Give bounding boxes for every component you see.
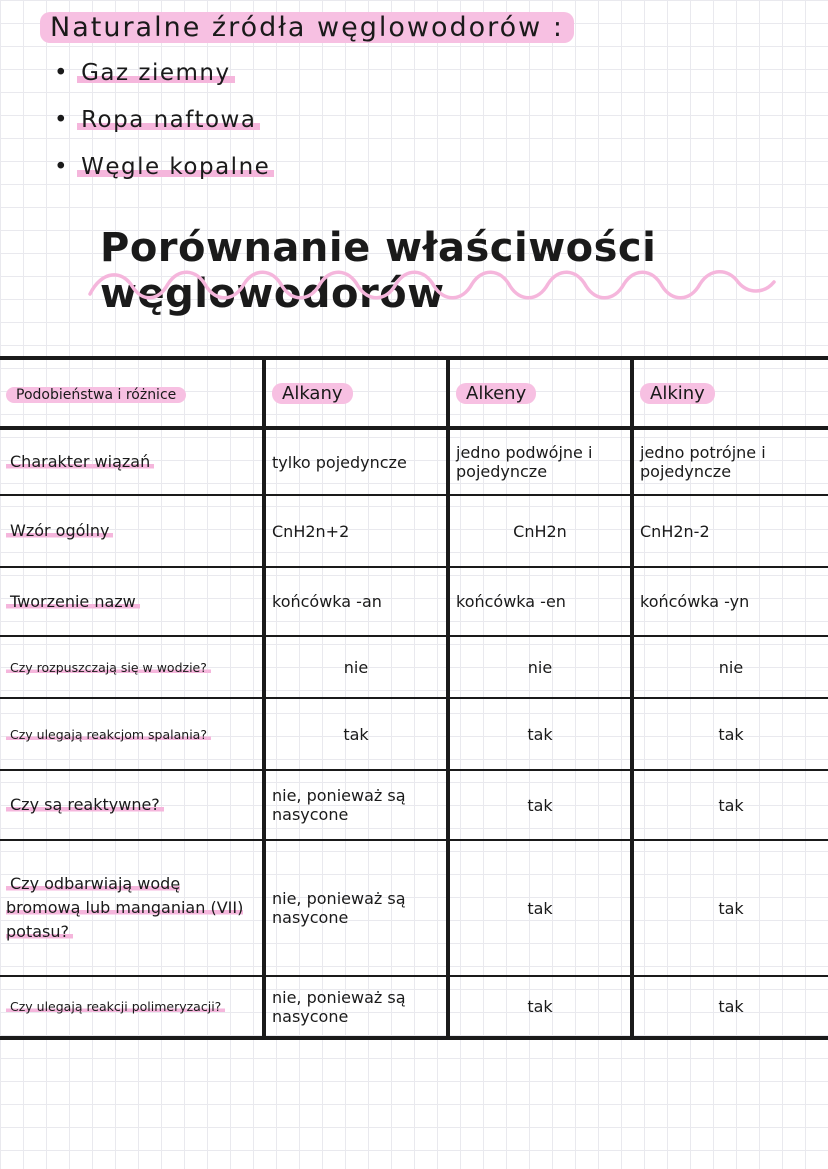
table-cell: końcówka -yn (632, 567, 828, 636)
table-cell: tak (448, 840, 632, 976)
comparison-table (0, 356, 828, 1040)
table-row (0, 636, 828, 698)
row-label: Czy ulegają reakcjom spalania? (0, 698, 264, 770)
table-cell: CnH2n (448, 495, 632, 567)
table-cell: CnH2n+2 (264, 495, 448, 567)
header-cell: Alkiny (632, 358, 828, 428)
table-cell: nie (264, 636, 448, 698)
table-cell: CnH2n-2 (632, 495, 828, 567)
row-label: Charakter wiązań (0, 428, 264, 495)
header-cell: Alkany (264, 358, 448, 428)
header-cell: Podobieństwa i różnice (0, 358, 264, 428)
table-cell: tylko pojedyncze (264, 428, 448, 495)
table-row (0, 698, 828, 770)
source-label: Ropa naftowa (77, 107, 260, 133)
table-row (0, 976, 828, 1038)
source-item (54, 107, 260, 133)
intro-title-text: Naturalne źródła węglowodorów : (40, 12, 574, 43)
table-row (0, 567, 828, 636)
table-cell: końcówka -an (264, 567, 448, 636)
table-row (0, 770, 828, 840)
source-item (54, 154, 274, 180)
table-cell: nie (448, 636, 632, 698)
table-cell: tak (632, 976, 828, 1038)
main-title: Porównanie właściwości węglowodorów (100, 225, 657, 317)
table-cell: tak (448, 770, 632, 840)
table-cell: końcówka -en (448, 567, 632, 636)
table-row (0, 428, 828, 495)
table-cell: tak (448, 976, 632, 1038)
bullet-icon: • (54, 60, 70, 86)
table-cell: nie, ponieważ są nasycone (264, 976, 448, 1038)
row-label: Czy odbarwiają wodę bromową lub manganian (VII) potasu? (0, 840, 264, 976)
table-cell: tak (632, 840, 828, 976)
wave-underline-decoration (88, 262, 778, 306)
table-cell: tak (632, 770, 828, 840)
table-cell: jedno potrójne i pojedyncze (632, 428, 828, 495)
table-cell: nie (632, 636, 828, 698)
header-cell: Alkeny (448, 358, 632, 428)
table-cell: jedno podwójne i pojedyncze (448, 428, 632, 495)
table-row (0, 495, 828, 567)
source-item (54, 60, 235, 86)
row-label: Czy rozpuszczają się w wodzie? (0, 636, 264, 698)
row-label: Czy są reaktywne? (0, 770, 264, 840)
table-cell: nie, ponieważ są nasycone (264, 840, 448, 976)
bullet-icon: • (54, 107, 70, 133)
table-cell: tak (632, 698, 828, 770)
table-cell: nie, ponieważ są nasycone (264, 770, 448, 840)
row-label: Czy ulegają reakcji polimeryzacji? (0, 976, 264, 1038)
intro-title (40, 12, 574, 43)
row-label: Tworzenie nazw (0, 567, 264, 636)
row-label: Wzór ogólny (0, 495, 264, 567)
source-label: Węgle kopalne (77, 154, 274, 180)
source-label: Gaz ziemny (77, 60, 235, 86)
table-row (0, 840, 828, 976)
table-header-row (0, 358, 828, 428)
table-cell: tak (448, 698, 632, 770)
table-cell: tak (264, 698, 448, 770)
bullet-icon: • (54, 154, 70, 180)
